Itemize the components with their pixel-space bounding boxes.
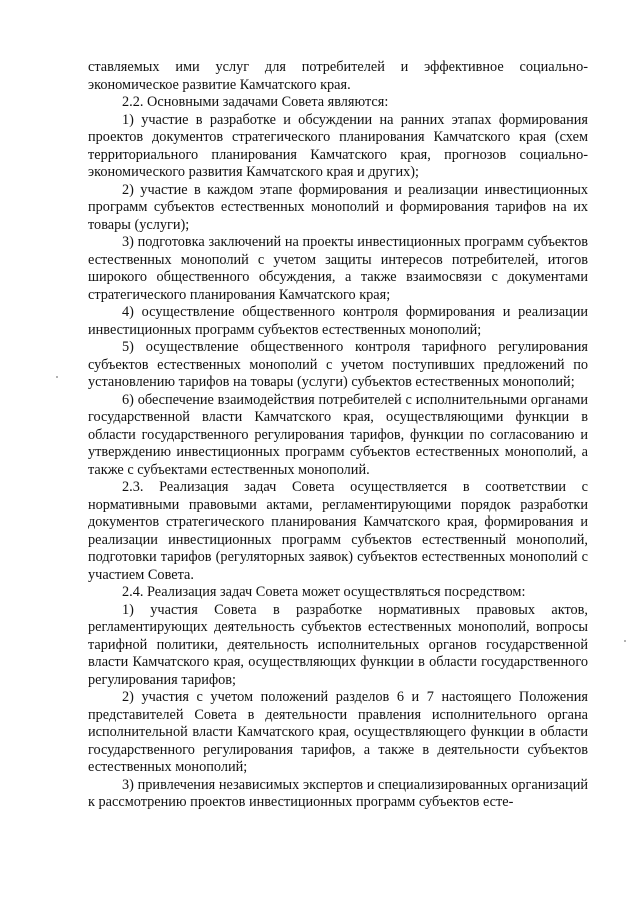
scan-speck [624, 640, 626, 642]
list-item-2-2-4: 4) осуществление общественного контроля формирования и реализации инвестиционных программ субъектов естественных монополий; [88, 304, 588, 338]
paragraph-continuation: ставляемых ими услуг для потребителей и эффективное социально-экономическое развитие Камчатского края. [88, 59, 588, 93]
section-heading-2-2: 2.2. Основными задачами Совета являются: [122, 94, 389, 110]
section-heading-2-4: 2.4. Реализация задач Совета может осуществляться посредством: [122, 584, 526, 600]
list-item-2-4-1: 1) участия Совета в разработке нормативных правовых актов, регламентирующих деятельность субъектов естественных монополий, вопросы тарифной политики, деятельность исполнительных органов государственной власти Камчатского края, осуществляющих функции в области государственного регулирования тарифов; [88, 601, 588, 688]
scan-speck [56, 376, 58, 378]
list-item-2-2-2: 2) участие в каждом этапе формирования и реализации инвестиционных программ субъектов естественных монополий и формирования тарифов на их товары (услуги); [88, 181, 588, 233]
list-item-2-2-5: 5) осуществление общественного контроля тарифного регулирования субъектов естественных монополий с учетом поступивших предложений по установлению тарифов на товары (услуги) субъектов естественных монополий; [88, 339, 588, 390]
list-item-2-2-6: 6) обеспечение взаимодействия потребителей с исполнительными органами государственной власти Камчатского края, осуществляющими функции в области государственного регулирования тарифов, функции по согласованию и утверждению инвестиционных программ субъектов естественных монополий, а также с субъектами естественных монополий. [88, 391, 588, 478]
list-item-2-2-3: 3) подготовка заключений на проекты инвестиционных программ субъектов естественных монополий с учетом защиты интересов потребителей, итогов широкого общественного обсуждения, а также взаимосвязи с документами стратегического планирования Камчатского края; [88, 234, 588, 303]
section-paragraph-2-3: 2.3. Реализация задач Совета осуществляется в соответствии с нормативными правовыми актами, регламентирующими порядок разработки документов стратегического планирования Камчатского края, формирования и реализации инвестиционных программ субъектов естественный монополий, подготовки тарифов (регуляторных заявок) субъектов естественных монополий с участием Совета. [88, 479, 588, 583]
list-item-2-4-2: 2) участия с учетом положений разделов 6 и 7 настоящего Положения представителей Совета в деятельности правления исполнительного органа исполнительной власти Камчатского края, осуществляющего функции в области государственного регулирования тарифов, а также в деятельности субъектов естественных монополий; [88, 689, 588, 775]
list-item-2-4-3: 3) привлечения независимых экспертов и специализированных организаций к рассмотрению проектов инвестиционных программ субъектов есте- [88, 776, 588, 810]
list-item-2-2-1: 1) участие в разработке и обсуждении на ранних этапах формирования проектов документов стратегического планирования Камчатского края (схем территориального планирования Камчатского края, прогнозов социально-экономического развития Камчатского края и других); [88, 111, 588, 180]
document-page [88, 59, 588, 812]
